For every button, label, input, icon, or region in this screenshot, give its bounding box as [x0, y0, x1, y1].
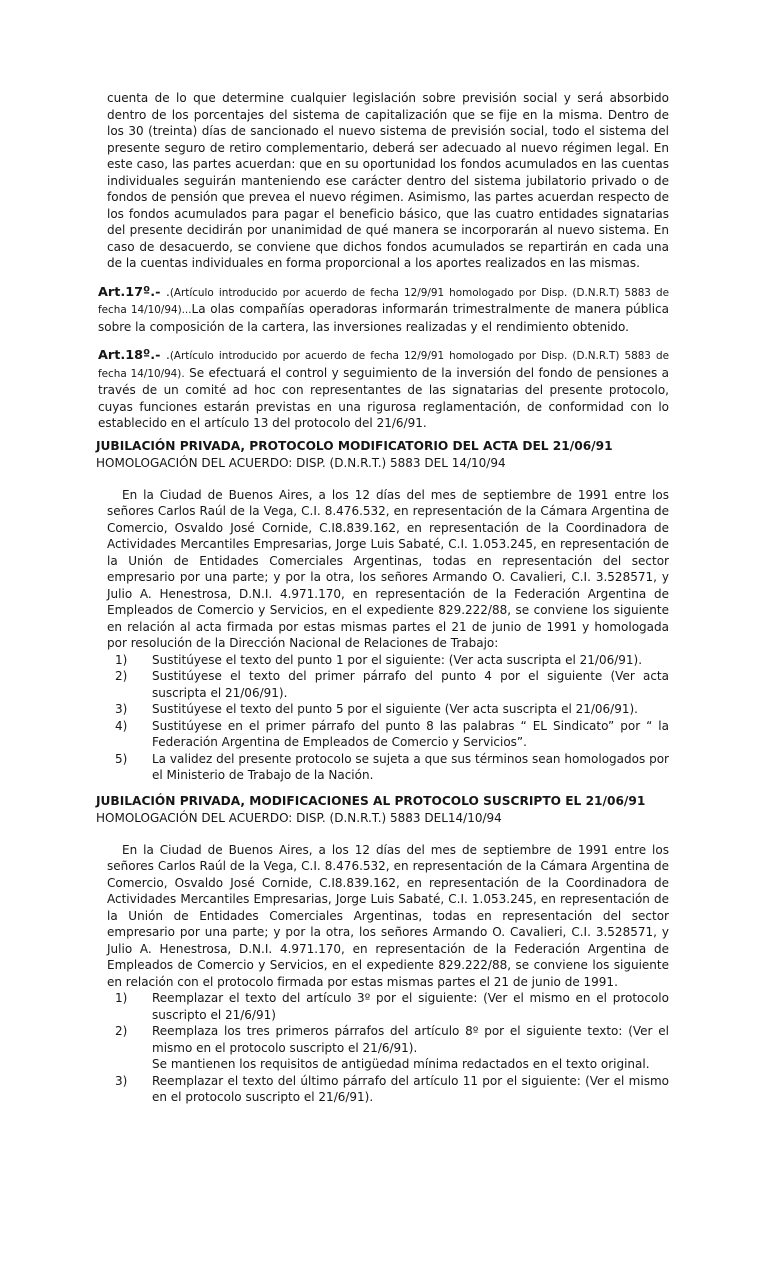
list-item-marker: 4)	[115, 718, 128, 733]
section-2-heading	[96, 793, 669, 827]
section-1-title: JUBILACIÓN PRIVADA, PROTOCOLO MODIFICATORIO DEL ACTA DEL 21/06/91	[96, 438, 613, 453]
article-18-body: Se efectuará el control y seguimiento de la inversión del fondo de pensiones a través de un comité ad hoc con representantes de las signatarias del presente protocolo, cuyas funciones estarán previstas en una rigurosa reglamentación, de conformidad con lo establecido en el artículo 13 del protocolo del 21/6/91.	[98, 365, 669, 430]
list-item	[115, 751, 669, 784]
list-item	[115, 701, 669, 718]
list-item-text: Sustitúyese el texto del punto 1 por el siguiente: (Ver acta suscripta el 21/06/91).	[152, 652, 643, 667]
list-item-marker: 1)	[115, 652, 128, 667]
list-item-text: Reemplaza los tres primeros párrafos del artículo 8º por el siguiente texto: (Ver el mismo en el protocolo suscripto el 21/6/91). Se mantienen los requisitos de antigüedad mínima redactados en el texto original.	[152, 1024, 669, 1071]
section-1-subtitle: HOMOLOGACIÓN DEL ACUERDO: DISP. (D.N.R.T.) 5883 DEL 14/10/94	[96, 455, 506, 470]
list-item	[115, 668, 669, 701]
list-item	[115, 990, 669, 1023]
section-1-paragraph: En la Ciudad de Buenos Aires, a los 12 días del mes de septiembre de 1991 entre los señores Carlos Raúl de la Vega, C.I. 8.476.532, en representación de la Cámara Argentina de Comercio, Osvaldo José Cornide, C.I8.839.162, en representación de la Coordinadora de Actividades Mercantiles Empresarias, Jorge Luis Sabaté, C.I. 1.053.245, en representación de la Unión de Entidades Comerciales Argentinas, todas en representación del sector empresario por una parte; y por la otra, los señores Armando O. Cavalieri, C.I. 3.528571, y Julio A. Henestrosa, D.N.I. 4.971.170, en representación de la Federación Argentina de Empleados de Comercio y Servicios, en el expediente 829.222/88, se conviene los siguiente en relación al acta firmada por estas mismas partes el 21 de junio de 1991 y homologada por resolución de la Dirección Nacional de Relaciones de Trabajo:	[107, 487, 669, 650]
list-item	[115, 652, 669, 669]
section-1-list	[115, 652, 669, 784]
article-18-separator: .	[160, 348, 170, 362]
section-2-title: JUBILACIÓN PRIVADA, MODIFICACIONES AL PROTOCOLO SUSCRIPTO EL 21/06/91	[96, 793, 646, 808]
list-item	[115, 1023, 669, 1073]
article-18-note: (Artículo introducido por acuerdo de fecha 12/9/91 homologado por Disp. (D.N.R.T) 5883 de fecha 14/10/94).	[98, 350, 669, 380]
list-item	[115, 718, 669, 751]
list-item-marker: 1)	[115, 991, 128, 1005]
article-17-separator: .	[160, 284, 170, 299]
list-item-text: Reemplazar el texto del artículo 3º por el siguiente: (Ver el mismo en el protocolo suscripto el 21/6/91)	[152, 991, 669, 1022]
article-18	[98, 347, 669, 432]
list-item-marker: 5)	[115, 751, 128, 766]
list-item-text: Sustitúyese en el primer párrafo del punto 8 las palabras “ EL Sindicato” por “ la Federación Argentina de Empleados de Comercio y Servicios”.	[152, 718, 669, 749]
article-17-label: Art.17º.-	[98, 284, 161, 300]
article-17-note: (Artículo introducido por acuerdo de fecha 12/9/91 homologado por Disp. (D.N.R.T) 5883 de fecha 14/10/94)...	[98, 286, 669, 316]
list-item	[115, 1073, 669, 1106]
list-item-marker: 2)	[115, 669, 128, 683]
section-2-paragraph: En la Ciudad de Buenos Aires, a los 12 días del mes de septiembre de 1991 entre los señores Carlos Raúl de la Vega, C.I. 8.476.532, en representación de la Cámara Argentina de Comercio, Osvaldo José Cornide, C.I8.839.162, en representación de la Coordinadora de Actividades Mercantiles Empresarias, Jorge Luis Sabaté, C.I. 1.053.245, en representación de la Unión de Entidades Comerciales Argentinas, todas en representación del sector empresario por una parte; y por la otra, los señores Armando O. Cavalieri, C.I. 3.528571, y Julio A. Henestrosa, D.N.I. 4.971.170, en representación de la Federación Argentina de Empleados de Comercio y Servicios, en el expediente 829.222/88, se conviene los siguiente en relación con el protocolo firmada por estas mismas partes el 21 de junio de 1991.	[107, 842, 669, 989]
article-18-label: Art.18º.-	[98, 348, 161, 363]
list-item-text: Sustitúyese el texto del punto 5 por el siguiente (Ver acta suscripta el 21/06/91).	[152, 702, 638, 716]
section-1-heading	[96, 438, 669, 472]
section-2-subtitle: HOMOLOGACIÓN DEL ACUERDO: DISP. (D.N.R.T.) 5883 DEL14/10/94	[96, 810, 502, 825]
list-item-text: La validez del presente protocolo se sujeta a que sus términos sean homologados por el Ministerio de Trabajo de la Nación.	[152, 751, 669, 782]
list-item-text: Sustitúyese el texto del primer párrafo del punto 4 por el siguiente (Ver acta suscripta el 21/06/91).	[152, 669, 669, 700]
list-item-marker: 2)	[115, 1024, 128, 1038]
intro-paragraph: cuenta de lo que determine cualquier legislación sobre previsión social y será absorbido dentro de los porcentajes del sistema de capitalización que se fije en la misma. Dentro de los 30 (treinta) días de sancionado el nuevo sistema de previsión social, todo el sistema del presente seguro de retiro complementario, deberá ser adecuado al nuevo régimen legal. En este caso, las partes acuerdan: que en su oportunidad los fondos acumulados en las cuentas individuales seguirán manteniendo ese carácter dentro del sistema jubilatorio privado o de fondos de pensión que prevea el nuevo régimen. Asimismo, las partes acuerdan respecto de los fondos acumulados para pagar el beneficio básico, que las cuatro entidades signatarias del presente decidirán por unanimidad de qué manera se incorporarán al nuevo sistema. En caso de desacuerdo, se conviene que dichos fondos acumulados se repartirán en cada una de la cuentas individuales en forma proporcional a los aportes realizados en las mismas.	[107, 91, 669, 270]
list-item-marker: 3)	[115, 1073, 128, 1088]
list-item-marker: 3)	[115, 702, 128, 716]
article-17-body: La olas compañías operadoras informarán trimestralmente de manera pública sobre la composición de la cartera, las inversiones realizadas y el rendimiento obtenido.	[98, 302, 669, 334]
section-2-list	[115, 990, 669, 1106]
list-item-text: Reemplazar el texto del último párrafo del artículo 11 por el siguiente: (Ver el mismo en el protocolo suscripto el 21/6/91).	[152, 1073, 669, 1104]
article-17	[98, 284, 669, 336]
